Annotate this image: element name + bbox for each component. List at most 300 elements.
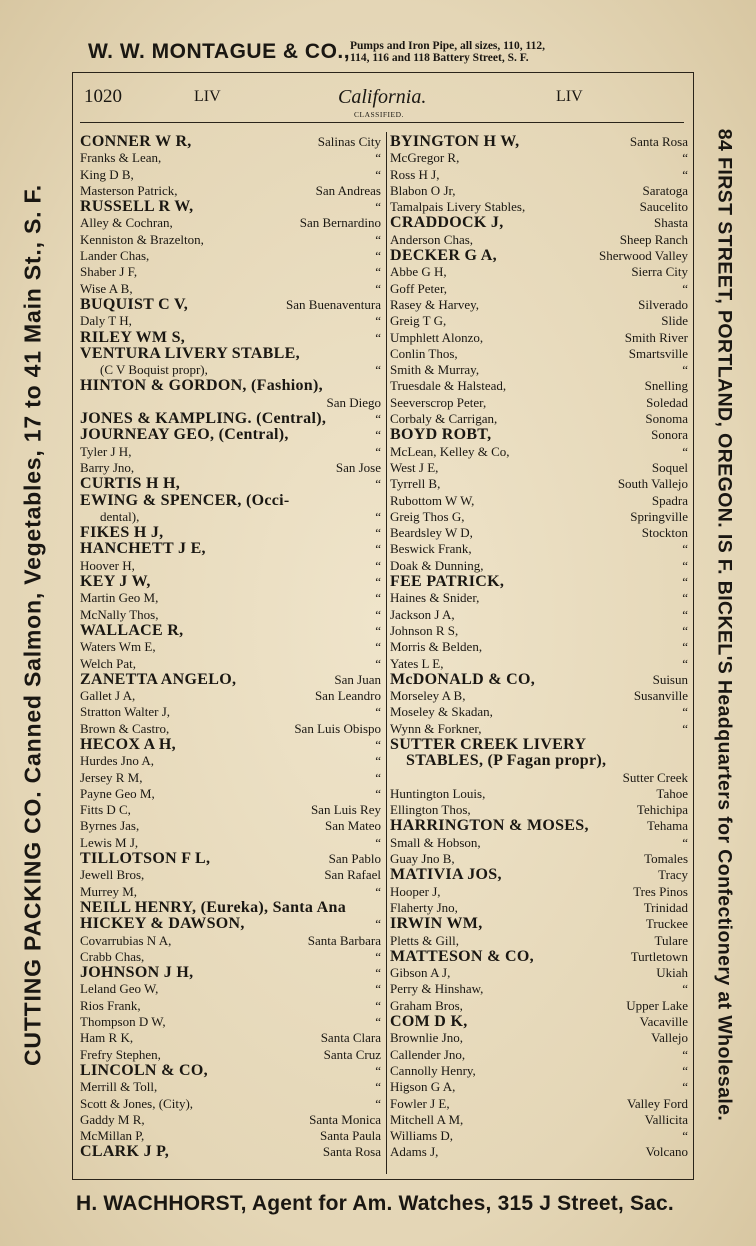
left-margin-text: CUTTING PACKING CO. Canned Salmon, Vegetables, 17 to 41 Main St., S. F. — [19, 184, 46, 1066]
directory-entry — [390, 427, 690, 443]
directory-entry — [390, 264, 690, 280]
directory-entry — [80, 167, 383, 183]
directory-entry — [390, 281, 690, 297]
entry-place: Sonora — [651, 427, 688, 443]
directory-entry — [390, 509, 690, 525]
directory-entry — [80, 623, 383, 639]
entry-place: “ — [682, 574, 688, 590]
entry-place: “ — [375, 639, 381, 655]
directory-entry — [390, 851, 690, 867]
entry-name: McLean, Kelley & Co, — [390, 443, 510, 459]
directory-entry — [390, 672, 690, 688]
entry-name: Brown & Castro, — [80, 720, 170, 736]
entry-name: Williams D, — [390, 1128, 454, 1144]
entry-name: Abbe G H, — [390, 264, 447, 280]
entry-name: Morseley A B, — [390, 688, 466, 704]
directory-entry — [390, 313, 690, 329]
directory-entry — [80, 1096, 383, 1112]
entry-name: Johnson R S, — [390, 622, 459, 638]
directory-entry — [80, 835, 383, 851]
entry-place: “ — [375, 525, 381, 541]
entry-name: Wynn & Forkner, — [390, 720, 482, 736]
entry-name: Franks & Lean, — [80, 150, 162, 166]
directory-entry — [80, 1030, 383, 1046]
entry-name: Shaber J F, — [80, 264, 138, 280]
directory-entry — [80, 786, 383, 802]
directory-entry — [80, 998, 383, 1014]
directory-entry — [390, 721, 690, 737]
entry-name: Frefry Stephen, — [80, 1046, 161, 1062]
entry-place: Tehichipa — [636, 802, 688, 818]
directory-entry — [80, 737, 383, 753]
directory-entry — [80, 558, 383, 574]
header-abbr-right: LIV — [556, 88, 583, 105]
entry-name: STABLES, (P Fagan propr), — [406, 752, 607, 770]
directory-entry — [390, 981, 690, 997]
right-margin-text: 84 FIRST STREET, PORTLAND, OREGON. IS F. BICKEL'S Headquarters for Confectionery at Wholesale. — [713, 128, 736, 1122]
entry-place: San Bernardino — [299, 215, 381, 231]
directory-entry — [390, 835, 690, 851]
entry-place: “ — [682, 590, 688, 606]
top-ad-detail-line2: 114, 116 and 118 Battery Street, S. F. — [350, 52, 529, 64]
entry-place: “ — [375, 411, 381, 427]
entry-name: Huntington Louis, — [390, 785, 486, 801]
directory-entry — [80, 867, 383, 883]
directory-entry — [390, 1079, 690, 1095]
directory-entry — [80, 1014, 383, 1030]
entry-name: CONNER W R, — [80, 133, 192, 150]
entry-name: Gallet J A, — [80, 688, 136, 704]
entry-place: “ — [682, 606, 688, 622]
entry-place: “ — [375, 362, 381, 378]
entry-place: Tres Pinos — [633, 883, 688, 899]
top-ad-detail-line1: Pumps and Iron Pipe, all sizes, 110, 112, — [350, 40, 546, 52]
entry-name: Rios Frank, — [80, 997, 141, 1013]
entry-place: “ — [682, 622, 688, 638]
entry-place: Stockton — [641, 525, 688, 541]
entry-name: Umphlett Alonzo, — [390, 329, 484, 345]
directory-entry — [390, 493, 690, 509]
directory-entry — [390, 802, 690, 818]
directory-entry — [80, 933, 383, 949]
entry-name: CURTIS H H, — [80, 475, 181, 493]
directory-entry — [390, 1128, 690, 1144]
entry-place: Silverado — [638, 296, 688, 312]
entry-name: Lewis M J, — [80, 834, 139, 850]
directory-entry — [80, 607, 383, 623]
entry-place: Sierra City — [631, 264, 688, 280]
entry-name: LINCOLN & CO, — [80, 1061, 208, 1079]
entry-name: McNally Thos, — [80, 606, 159, 622]
entry-name: Barry Jno, — [80, 459, 135, 475]
entry-name: West J E, — [390, 459, 439, 475]
entry-place: “ — [375, 834, 381, 850]
entry-place: “ — [375, 883, 381, 899]
entry-place: “ — [375, 981, 381, 997]
entry-place: Santa Rosa — [322, 1144, 381, 1160]
entry-place: Tehama — [647, 818, 688, 834]
directory-entry — [80, 1063, 383, 1079]
entry-place: Vacaville — [639, 1014, 688, 1030]
directory-entry — [390, 215, 690, 231]
directory-entry — [80, 574, 383, 590]
directory-entry — [80, 541, 383, 557]
directory-entry — [80, 411, 383, 427]
directory-entry — [390, 330, 690, 346]
directory-entry — [80, 770, 383, 786]
entry-name: Blabon O Jr, — [390, 182, 456, 198]
entry-place: “ — [375, 557, 381, 573]
entry-place: San Mateo — [325, 818, 381, 834]
directory-entry — [390, 134, 690, 150]
directory-entry — [390, 786, 690, 802]
entry-place: Smartsville — [628, 345, 688, 361]
entry-place: “ — [375, 166, 381, 182]
entry-name: Adams J, — [390, 1144, 439, 1160]
entry-name: Brownlie Jno, — [390, 1030, 463, 1046]
entry-name: EWING & SPENCER, (Occi- — [80, 491, 290, 509]
directory-entry — [390, 1063, 690, 1079]
entry-name: Payne Geo M, — [80, 785, 155, 801]
entry-place: “ — [375, 329, 381, 345]
directory-entry — [80, 264, 383, 280]
entry-name: Welch Pat, — [80, 655, 136, 671]
entry-place: “ — [375, 736, 381, 752]
entry-place: “ — [375, 704, 381, 720]
directory-entry — [390, 248, 690, 264]
entry-name: TILLOTSON F L, — [80, 850, 211, 868]
left-column — [80, 134, 383, 1174]
entry-place: Truckee — [645, 916, 688, 932]
entry-name: Smith & Murray, — [390, 362, 480, 378]
entry-name: Morris & Belden, — [390, 639, 483, 655]
entry-name: Flaherty Jno, — [390, 899, 458, 915]
entry-name: Small & Hobson, — [390, 834, 481, 850]
entry-place: “ — [682, 834, 688, 850]
directory-entry — [390, 395, 690, 411]
entry-name: Merrill & Toll, — [80, 1079, 158, 1095]
directory-entry — [390, 949, 690, 965]
entry-name: HINTON & GORDON, (Fashion), — [80, 377, 323, 395]
entry-name: RILEY WM S, — [80, 328, 186, 346]
entry-name: Leland Geo W, — [80, 981, 159, 997]
entry-place: Spadra — [651, 492, 688, 508]
directory-entry — [80, 248, 383, 264]
entry-name: Anderson Chas, — [390, 231, 474, 247]
directory-entry — [390, 199, 690, 215]
entry-name: Tyrrell B, — [390, 476, 441, 492]
column-divider — [386, 132, 387, 1174]
entry-name: MATTESON & CO, — [390, 947, 534, 965]
entry-name: Tamalpais Livery Stables, — [390, 199, 526, 215]
entry-name: McDONALD & CO, — [390, 670, 536, 688]
directory-entry — [80, 362, 383, 378]
entry-place: Saucelito — [639, 199, 688, 215]
entry-place: San Rafael — [324, 867, 381, 883]
entry-place: “ — [375, 1079, 381, 1095]
entry-name: NEILL HENRY, (Eureka), Santa Ana — [80, 898, 346, 916]
entry-name: CRADDOCK J, — [390, 214, 504, 232]
directory-entry — [390, 818, 690, 834]
entry-name: Gibson A J, — [390, 965, 451, 981]
directory-entry — [390, 1112, 690, 1128]
directory-entry — [80, 1112, 383, 1128]
entry-name: Wise A B, — [80, 280, 133, 296]
entry-name: Truesdale & Halstead, — [390, 378, 507, 394]
entry-place: “ — [375, 541, 381, 557]
entry-name: IRWIN WM, — [390, 915, 483, 933]
entry-place: Suisun — [652, 671, 688, 687]
entry-place: “ — [375, 199, 381, 215]
directory-entry — [390, 1047, 690, 1063]
directory-entry — [80, 199, 383, 215]
directory-entry — [80, 590, 383, 606]
entry-place: Sutter Creek — [622, 769, 688, 785]
entry-name: Jersey R M, — [80, 769, 143, 785]
entry-place: “ — [375, 622, 381, 638]
entry-name: Fitts D C, — [80, 802, 131, 818]
directory-entry — [390, 167, 690, 183]
entry-name: KEY J W, — [80, 573, 151, 591]
directory-entry — [80, 378, 383, 394]
entry-place: Tahoe — [656, 785, 688, 801]
directory-entry — [80, 721, 383, 737]
entry-place: “ — [375, 264, 381, 280]
directory-entry — [390, 574, 690, 590]
entry-name: Jewell Bros, — [80, 867, 145, 883]
entry-name: Martin Geo M, — [80, 590, 159, 606]
header-state: California. — [338, 86, 427, 108]
header-rule — [80, 122, 684, 123]
entry-name: Kenniston & Brazelton, — [80, 231, 204, 247]
directory-entry — [390, 232, 690, 248]
directory-entry — [390, 916, 690, 932]
directory-entry — [390, 411, 690, 427]
entry-place: San Leandro — [314, 688, 381, 704]
entry-place: “ — [375, 231, 381, 247]
entry-name: HECOX A H, — [80, 735, 176, 753]
entry-name: Graham Bros, — [390, 997, 463, 1013]
directory-entry — [390, 476, 690, 492]
entry-name: Mitchell A M, — [390, 1111, 464, 1127]
entry-name: CLARK J P, — [80, 1143, 170, 1161]
entry-place: Sherwood Valley — [599, 248, 688, 264]
entry-name: Fowler J E, — [390, 1095, 450, 1111]
directory-entry — [390, 1014, 690, 1030]
entry-name: SUTTER CREEK LIVERY — [390, 735, 587, 753]
entry-name: Ham R K, — [80, 1030, 134, 1046]
entry-place: “ — [682, 1128, 688, 1144]
directory-entry — [390, 965, 690, 981]
entry-place: Vallicita — [644, 1111, 688, 1127]
directory-entry — [390, 297, 690, 313]
entry-name: Haines & Snider, — [390, 590, 480, 606]
entry-name: Doak & Dunning, — [390, 557, 484, 573]
entry-place: “ — [375, 916, 381, 932]
directory-entry — [390, 1030, 690, 1046]
entry-name: Cannolly Henry, — [390, 1062, 476, 1078]
directory-entry — [390, 753, 690, 769]
entry-place: “ — [682, 150, 688, 166]
directory-entry — [80, 215, 383, 231]
entry-place: “ — [375, 427, 381, 443]
entry-name: Goff Peter, — [390, 280, 448, 296]
header-classified: CLASSIFIED. — [354, 110, 404, 119]
directory-entry — [80, 493, 383, 509]
directory-entry — [390, 444, 690, 460]
directory-entry — [80, 656, 383, 672]
entry-place: Valley Ford — [626, 1095, 688, 1111]
entry-place: “ — [375, 606, 381, 622]
entry-place: “ — [682, 704, 688, 720]
entry-name: Guay Jno B, — [390, 851, 455, 867]
entry-place: Volcano — [645, 1144, 688, 1160]
entry-place: “ — [375, 248, 381, 264]
directory-entry — [80, 1047, 383, 1063]
entry-name: JOHNSON J H, — [80, 964, 194, 982]
entry-name: Waters Wm E, — [80, 639, 156, 655]
entry-name: Murrey M, — [80, 883, 138, 899]
directory-entry — [80, 672, 383, 688]
entry-place: San Luis Obispo — [294, 720, 381, 736]
entry-place: Upper Lake — [626, 997, 688, 1013]
entry-name: JOURNEAY GEO, (Central), — [80, 426, 289, 444]
entry-place: Santa Clara — [320, 1030, 381, 1046]
directory-entry — [80, 395, 383, 411]
entry-place: Sonoma — [645, 411, 688, 427]
bottom-ad-text: H. WACHHORST, Agent for Am. Watches, 315 J Street, Sac. — [76, 1192, 674, 1215]
directory-entry — [390, 378, 690, 394]
directory-entry — [80, 704, 383, 720]
directory-entry — [80, 460, 383, 476]
entry-name: BOYD ROBT, — [390, 426, 492, 444]
entry-place: “ — [375, 590, 381, 606]
entry-place: “ — [375, 476, 381, 492]
entry-place: Santa Paula — [319, 1128, 381, 1144]
header-abbr-left: LIV — [194, 88, 221, 105]
directory-entry — [80, 232, 383, 248]
directory-entry — [390, 460, 690, 476]
directory-entry — [80, 150, 383, 166]
entry-name: Corbaly & Carrigan, — [390, 411, 498, 427]
entry-name: dental), — [100, 508, 140, 524]
entry-place: San Jose — [335, 459, 381, 475]
directory-entry — [390, 1144, 690, 1160]
entry-place: San Diego — [326, 394, 381, 410]
directory-entry — [80, 916, 383, 932]
entry-name: Rubottom W W, — [390, 492, 475, 508]
entry-name: Tyler J H, — [80, 443, 132, 459]
directory-entry — [80, 444, 383, 460]
directory-entry — [390, 688, 690, 704]
directory-entry — [80, 851, 383, 867]
directory-entry — [390, 558, 690, 574]
entry-place: Santa Barbara — [307, 932, 381, 948]
entry-place: “ — [375, 150, 381, 166]
entry-place: “ — [375, 280, 381, 296]
directory-entry — [390, 1096, 690, 1112]
entry-name: Hurdes Jno A, — [80, 753, 155, 769]
entry-place: “ — [682, 541, 688, 557]
directory-entry — [80, 639, 383, 655]
directory-entry — [80, 330, 383, 346]
entry-place: Slide — [661, 313, 688, 329]
right-column — [390, 134, 690, 1174]
entry-name: Crabb Chas, — [80, 948, 145, 964]
right-margin-advertisement — [696, 80, 752, 1170]
directory-entry — [80, 313, 383, 329]
entry-place: “ — [375, 1095, 381, 1111]
directory-entry — [80, 427, 383, 443]
entry-name: King D B, — [80, 166, 134, 182]
entry-place: “ — [682, 557, 688, 573]
entry-place: San Andreas — [315, 182, 381, 198]
entry-place: Shasta — [654, 215, 688, 231]
directory-entry — [390, 525, 690, 541]
directory-entry — [390, 623, 690, 639]
entry-name: Greig T G, — [390, 313, 447, 329]
page-header — [84, 86, 684, 122]
entry-place: Soledad — [646, 394, 688, 410]
directory-entry — [80, 981, 383, 997]
entry-place: “ — [375, 313, 381, 329]
directory-entry — [80, 281, 383, 297]
entry-name: Hoover H, — [80, 557, 135, 573]
entry-place: Sheep Ranch — [619, 231, 688, 247]
entry-name: FEE PATRICK, — [390, 573, 505, 591]
entry-place: South Vallejo — [617, 476, 688, 492]
page-number: 1020 — [84, 86, 122, 107]
directory-entry — [80, 297, 383, 313]
entry-name: Beswick Frank, — [390, 541, 472, 557]
entry-name: FIKES H J, — [80, 524, 164, 542]
entry-name: JONES & KAMPLING. (Central), — [80, 410, 327, 428]
entry-name: MATIVIA JOS, — [390, 866, 502, 884]
entry-place: “ — [682, 655, 688, 671]
directory-entry — [390, 346, 690, 362]
directory-entry — [390, 998, 690, 1014]
directory-entry — [390, 656, 690, 672]
directory-entry — [80, 476, 383, 492]
directory-entry — [390, 150, 690, 166]
entry-name: Jackson J A, — [390, 606, 455, 622]
entry-place: Santa Cruz — [323, 1046, 381, 1062]
entry-name: ZANETTA ANGELO, — [80, 670, 237, 688]
entry-name: (C V Boquist propr), — [100, 362, 208, 378]
entry-place: Tulare — [654, 932, 688, 948]
entry-place: “ — [375, 1062, 381, 1078]
entry-place: “ — [375, 753, 381, 769]
entry-place: “ — [682, 639, 688, 655]
bottom-advertisement — [76, 1192, 686, 1222]
entry-name: BUQUIST C V, — [80, 295, 189, 313]
entry-place: Saratoga — [642, 182, 688, 198]
entry-place: Susanville — [633, 688, 688, 704]
directory-entry — [390, 362, 690, 378]
entry-place: San Juan — [334, 671, 381, 687]
entry-name: Byrnes Jas, — [80, 818, 140, 834]
directory-entry — [390, 704, 690, 720]
directory-entry — [80, 688, 383, 704]
entry-place: Turtletown — [630, 948, 688, 964]
entry-place: San Buenaventura — [286, 296, 381, 312]
directory-entry — [390, 737, 690, 753]
entry-place: San Pablo — [328, 851, 381, 867]
entry-place: “ — [682, 166, 688, 182]
directory-entry — [390, 770, 690, 786]
directory-entry — [80, 818, 383, 834]
entry-place: Springville — [630, 508, 688, 524]
